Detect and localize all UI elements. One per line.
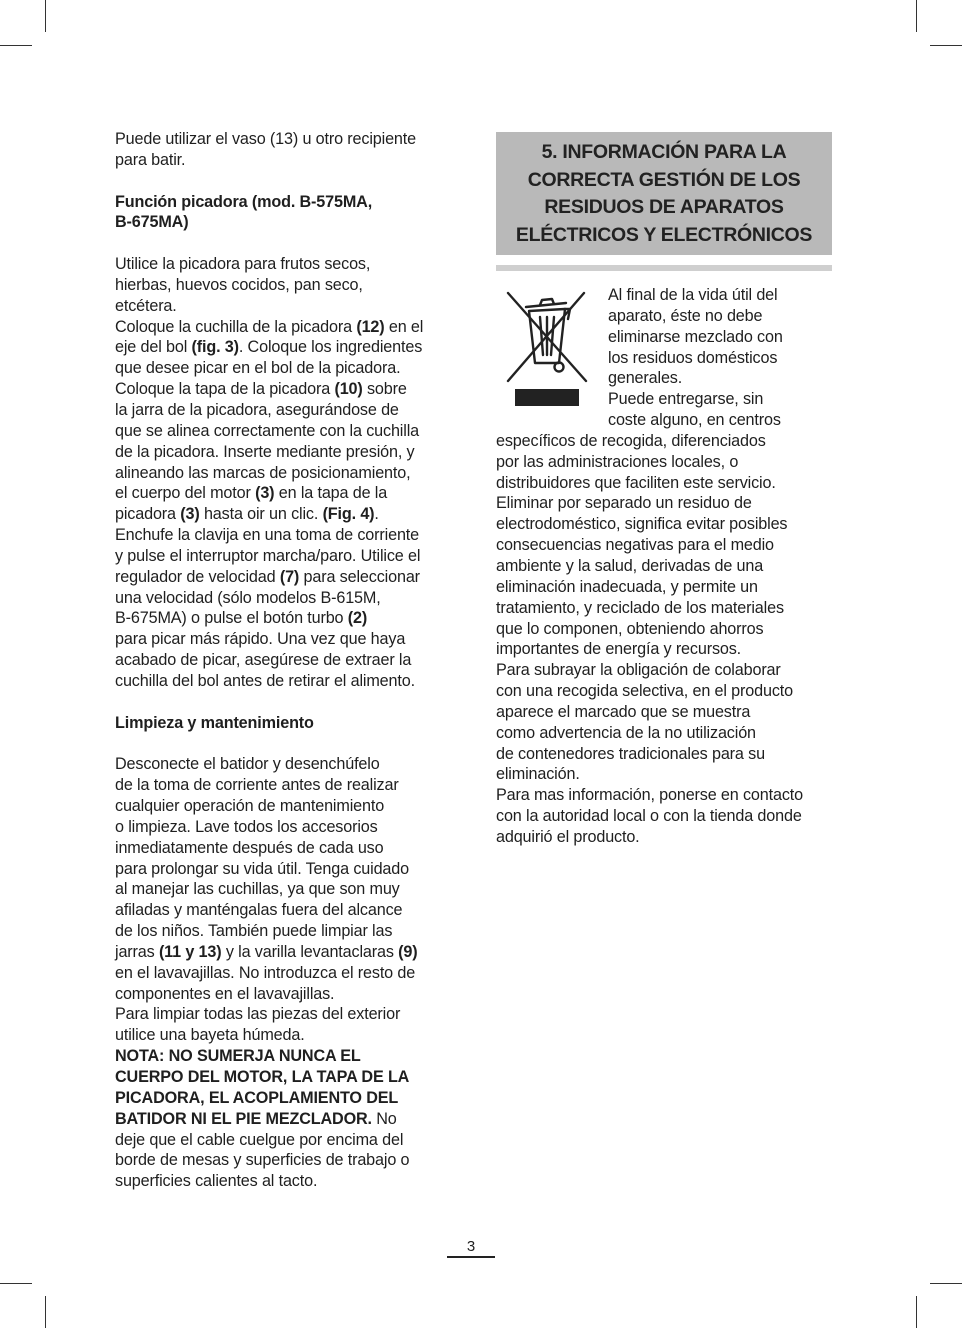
section-title-box: 5. INFORMACIÓN PARA LA CORRECTA GESTIÓN DE LOS RESIDUOS DE APARATOS ELÉCTRICOS Y ELECTRÓNICOS xyxy=(496,132,832,255)
crop-mark xyxy=(45,1296,46,1328)
left-column xyxy=(115,129,455,1192)
page-number-underline xyxy=(447,1256,495,1258)
cleaning-paragraph: Desconecte el batidor y desenchúfelo de la toma de corriente antes de realizar cualquier operación de mantenimiento o limpieza. Lave todos los accesorios inmediatamente después de cada uso para prolongar su vida útil. Tenga cuidado al manejar las cuchillas, ya que son muy afiladas y manténgalas fuera del alcance de los niños. También puede limpiar las jarras (11 y 13) y la varilla levantaclaras (9) en el lavavajillas. No introduzca el resto de componentes en el lavavajillas. Para limpiar todas las piezas del exterior utilice una bayeta húmeda. xyxy=(115,755,418,1045)
crop-mark xyxy=(916,1296,917,1328)
cleaning-heading: Limpieza y mantenimiento xyxy=(115,713,314,732)
chopper-instructions-paragraph: Coloque la cuchilla de la picadora (12) en el eje del bol (fig. 3). Coloque los ingredientes que desee picar en el bol de la picadora. Coloque la tapa de la picadora (10) sobre la jarra de la picadora, asegurándose de que se alinea correctamente con la cuchilla de la picadora. Inserte mediante presión, y alineando las marcas de posicionamiento, el cuerpo del motor (3) en la tapa de la picadora (3) hasta oir un clic. (Fig. 4). Enchufe la clavija en una toma de corriente y pulse el interruptor marcha/paro. Utilice el regulador de velocidad (7) para seleccionar una velocidad (sólo modelos B-615M, B-675MA) o pulse el botón turbo (2) para picar más rápido. Una vez que haya acabado de picar, asegúrese de extraer la cuchilla del bol antes de retirar el alimento. xyxy=(115,317,424,690)
section-divider xyxy=(496,265,832,271)
crop-mark xyxy=(930,45,962,46)
crop-mark xyxy=(0,1283,32,1284)
crossed-out-wheelie-bin-icon xyxy=(496,285,596,415)
intro-paragraph: Puede utilizar el vaso (13) u otro recipiente para batir. xyxy=(115,130,416,169)
crop-mark xyxy=(916,0,917,32)
safety-note: NOTA: NO SUMERJA NUNCA EL CUERPO DEL MOTOR, LA TAPA DE LA PICADORA, EL ACOPLAMIENTO DEL BATIDOR NI EL PIE MEZCLADOR. No deje que el cable cuelgue por encima del borde de mesas y superficies de trabajo o superficies calientes al tacto. xyxy=(115,1047,410,1191)
chopper-intro-paragraph: Utilice la picadora para frutos secos, hierbas, huevos cocidos, pan seco, etcétera. xyxy=(115,255,371,315)
crop-mark xyxy=(0,45,32,46)
chopper-heading: Función picadora (mod. B-575MA, B-675MA) xyxy=(115,192,373,232)
crop-mark xyxy=(930,1283,962,1284)
page-number: 3 xyxy=(466,1238,476,1255)
weee-bar xyxy=(515,389,579,406)
crop-mark xyxy=(45,0,46,32)
right-column xyxy=(496,132,832,848)
weee-paragraph: Al final de la vida útil del aparato, éste no debe eliminarse mezclado con los residuos domésticos generales. Puede entregarse, sin coste alguno, en centros específicos de recogida, diferenciados por las administraciones locales, o distribuidores que faciliten este servicio. Eliminar por separado un residuo de electrodoméstico, significa evitar posibles consecuencias negativas para el medio ambiente y la salud, derivadas de una eliminación inadecuada, y permite un tratamiento, y reciclado de los materiales que lo componen, obteniendo ahorros importantes de energía y recursos. Para subrayar la obligación de colaborar con una recogida selectiva, en el producto aparece el marcado que se muestra como advertencia de la no utilización de contenedores tradicionales para su eliminación. Para mas información, ponerse en contacto con la autoridad local o con la tienda donde adquirió el producto. xyxy=(496,286,803,846)
